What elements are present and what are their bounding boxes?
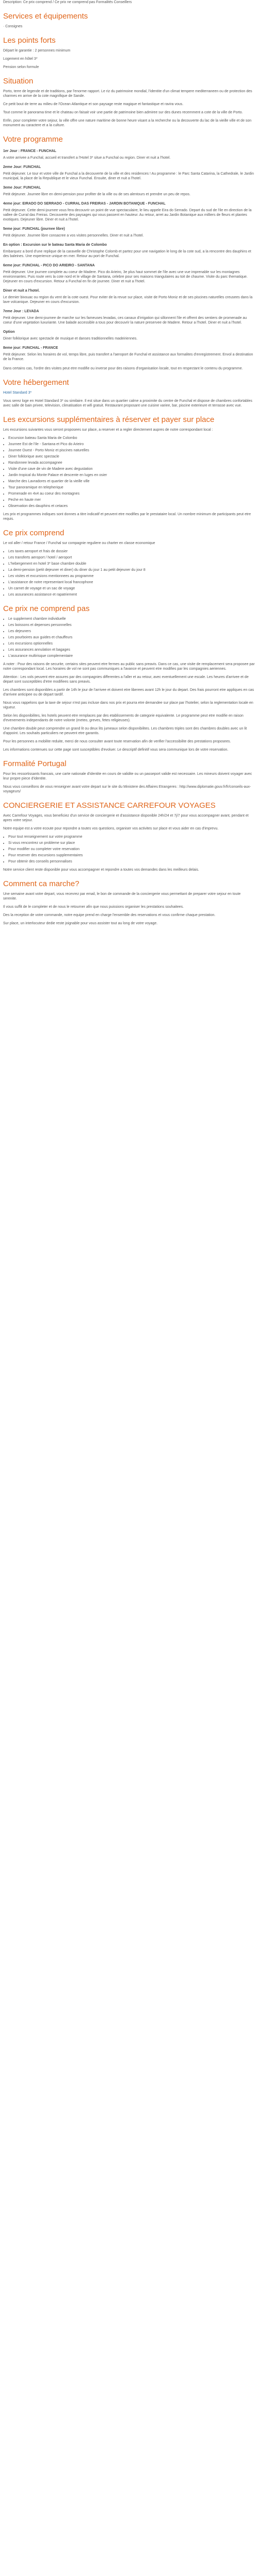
day-text: A votre arrivee a Funchal, accueil et transfert a l'Hotel 3* situe a Funchal ou region. Diner et nuit a l'hotel. [3,156,171,160]
day-subtitle: 4eme jour: EIRADO DO SERRADO - CURRAL DAS FREIRAS - JARDIN BOTANIQUE - FUNCHAL [3,202,166,206]
list-item: • Le supplement chambre individuelle [8,617,255,621]
list-item: • L'assistance de notre representant local francophone [8,580,255,585]
programme-day [3,346,255,371]
formalites-paragraph: Nous vous conseillons de vous renseigner avant votre depart sur le site du Ministere des Affaires Etrangeres : http://www.diplomatie.gouv.fr/fr/conseils-aux-voyageurs/ [3,785,251,793]
commande-paragraph: Des la reception de votre commande, notre equipe prend en charge l'ensemble des reservations et vous confirme chaque prestation. [3,913,216,917]
excursions-intro: Les excursions suivantes vous seront proposees sur place, a reserver et a regler directement aupres de notre correspondant local : [3,428,213,432]
note-paragraph: Selon les disponibilites, les hotels peuvent etre remplaces par des etablissements de categorie equivalente. Le programme peut etre modifie en raison d'evenements independants de notre volonte (meteo, greves, fetes religieuses). [3,714,244,722]
situation-paragraph: Enfin, pour completer votre sejour, la ville offre une nature maritime de bonne heure visant a la recherche ou la decouverte du lac de la vieille ville et de son monument au caractere et a la culture. [3,119,252,127]
conciergerie-paragraph: Notre equipe est a votre ecoute pour repondre a toutes vos questions, organiser vos activites sur place et vous aider en cas d'imprevu. [3,827,219,831]
note-paragraph: Les informations contenues sur cette page sont susceptibles d'evoluer. Le descriptif definitif vous sera communique lors de votre reservation. [3,748,229,752]
list-item: • L'hebergement en hotel 3* base chambre double [8,562,255,566]
list-item: • Les transferts aeroport / hotel / aeroport [8,555,255,560]
programme-day [3,149,255,181]
conciergerie-list [3,835,255,864]
situation-paragraph: Ce petit bout de terre au milieu de l'Ocean Atlantique et son paysage reste magique et fantastique et ravira vous. [3,103,184,106]
day-detail: Petit dejeuner. Cette demi-journee vous fera decouvrir un point de vue spectaculaire, le lieu appele Eira do Serrado. Depart du sud de l'ile en direction de la vallee de Curral das Freiras. Decouverte des paysages qui vous passent en hauteur. Au retour, arret au Jardin Botanique aux milliers de fleurs et plantes exotiques. Dejeuner libre. Diner et nuit a l'hotel. [3,209,252,222]
note-paragraph: Les chambres sont disponibles a partir de 14h le jour de l'arrivee et doivent etre liberees avant 12h le jour du depart. Des frais pourront etre appliques en cas d'arrivee anticipee ou de depart tardif. [3,688,254,697]
list-item: • Pour obtenir des conseils personnalises [8,859,255,864]
list-item: • Les excursions optionnelles [8,641,255,646]
commande-paragraph: Il vous suffit de le completer et de nous le retourner afin que nous puissions organiser les prestations souhaitees. [3,905,184,909]
situation-paragraph: Tout comme le panorama time et le chateau on faisait voir une partie de patrimoine bien admiree sur des dunes recemment a cote de la ville de Porto. [3,111,243,114]
section-services-title: Services et équipements [3,12,88,21]
list-item: • Les assurances assistance et rapatriement [8,592,255,597]
points-forts-line: Logement en hôtel 3* [3,57,38,61]
note-paragraph: Nous vous rappelons que la taxe de sejour n'est pas incluse dans nos prix et pourra etre demandee sur place par l'hotelier, selon la reglementation locale en vigueur. [3,701,253,709]
hebergement-description: Vous serez loge en Hotel Standard 3* ou similaire. Il est situe dans un quartier calme a proximite du centre de Funchal et dispose de chambres confortables avec salle de bain privee, television, climatisation et wifi gratuit. Restaurant proposant une cuisine variee, bar, piscine exterieure et terrasse avec vue. [3,399,252,408]
list-item: • Diner folklorique avec spectacle [8,454,255,459]
list-item: • Les visites et excursions mentionnees au programme [8,574,255,579]
prix-comprend-list [3,549,255,597]
list-item: • Pour modifier ou completer votre reservation [8,847,255,852]
list-item: • Marche des Lavradores et quartier de la vieille ville [8,479,255,484]
list-item: • Pour tout renseignement sur votre programme [8,835,255,839]
section-prix-comprend-title: Ce prix comprend [3,529,64,537]
section-hebergement-title: Votre hébergement [3,378,69,387]
section-formalites-title: Formalité Portugal [3,759,67,768]
section-prix-non-comprend-title: Ce prix ne comprend pas [3,604,90,613]
programme-day [3,263,255,304]
day-subtitle: En option : Excursion sur le bateau Santa Maria de Colombo [3,243,107,247]
day-title: 7eme Jour : LEVADA [3,310,39,313]
day-detail: Embarquez a bord d'une replique de la caravelle de Christophe Colomb et partez pour une navigation le long de la cote sud, a la rencontre des dauphins et des baleines. Une experience unique en mer. Retour au port de Funchal. [3,250,251,258]
list-item: • Les boissons et depenses personnelles [8,623,255,628]
list-item: • Jardin tropical du Monte Palace et descente en luges en osier [8,473,255,478]
commande-paragraph: Sur place, un interlocuteur dedie reste joignable pour vous assister tout au long de votre voyage. [3,922,158,925]
day-subtitle: Option [3,330,15,334]
conciergerie-paragraph: Avec Carrefour Voyages, vous beneficiez d'un service de conciergerie et d'assistance disponible 24h/24 et 7j/7 pour vous accompagner avant, pendant et apres votre sejour. [3,814,249,822]
day-detail: Dans certains cas, l'ordre des visites peut etre modifie ou inverse pour des raisons d'organisation locale, tout en respectant le contenu du programme. [3,367,243,370]
section-commande-title: Comment ca marche? [3,879,79,888]
list-item: • Visite d'une cave de vin de Madere avec degustation [8,467,255,471]
excursions-note: Les prix et programmes indiques sont donnes a titre indicatif et peuvent etre modifies par le prestataire local. Un nombre minimum de participants peut etre requis. [3,513,251,521]
list-item: • Les dejeuners [8,629,255,634]
list-item: • Les assurances annulation et bagages [8,648,255,652]
section-conciergerie-title: CONCIERGERIE ET ASSISTANCE CARREFOUR VOYAGES [3,801,216,810]
day-text: Petit dejeuner. Une journee complete au coeur de Madere. Pico do Arieiro, 3e plus haut sommet de l'ile avec une vue imprenable sur les montagnes environnantes. Puis route vers la cote nord et le village de Santana, celebre pour ses maisons triangulaires au toit de chaume. Visite du parc thematique. Dejeuner en cours d'excursion. Retour a Funchal en fin de journee. Diner et nuit a l'hotel. [3,270,248,283]
list-item: • Journee Ouest - Porto Moniz et piscines naturelles [8,448,255,453]
programme-day [3,185,255,222]
list-item: • L'assurance multirisque complementaire [8,654,255,658]
list-item: • Randonnee levada accompagnee [8,461,255,465]
commande-paragraph: Une semaine avant votre depart, vous recevrez par email, le bon de commande de la conciergerie vous permettant de preparer votre sejour en toute serenite. [3,892,241,901]
programme-day [3,227,255,259]
prix-non-comprend-list [3,617,255,658]
day-detail: Le dernier bivouac ou region du vent de la cote ouest. Pour eviter de la revue sur place, visite de Porto Moniz et de ses piscines naturelles creusees dans la lave volcanique. Dejeuner en cours d'excursion. [3,296,253,304]
section-situation-title: Situation [3,77,34,86]
hotel-link[interactable]: Hotel Standard 3* [3,391,32,395]
section-points-forts-title: Les points forts [3,36,56,45]
list-item: • Journee Est de l'ile - Santana et Pico do Arieiro [8,442,255,447]
list-item: • Pour reserver des excursions supplementaires [8,853,255,858]
list-item: • Si vous rencontrez un probleme sur place [8,841,255,845]
formalites-paragraph: Pour les ressortissants francais, une carte nationale d'identite en cours de validite ou un passeport valide est necessaire. Les mineurs doivent voyager avec leur propre piece d'identite. [3,772,252,781]
day-title: 1er Jour : FRANCE - FUNCHAL [3,149,57,153]
list-item: • Un carnet de voyage et un sac de voyage [8,586,255,591]
conciergerie-outro: Notre service client reste disponible pour vous accompagner et repondre a toutes vos demandes dans les meilleurs delais. [3,868,199,872]
hebergement-text [3,391,255,395]
programme-day [3,309,255,341]
section-excursions-title: Les excursions supplémentaires à réserver et payer sur place [3,415,215,424]
day-title: 6eme jour: FUNCHAL - PICO DO ARIEIRO - SANTANA [3,264,95,267]
day-text: Petit dejeuner. Journee libre en demi-pension pour profiter de la ville ou de ses alentours et prendre un peu de repos. [3,193,191,196]
points-forts-line: Pension selon formule [3,65,39,69]
day-title: 5eme jour: FUNCHAL (journee libre) [3,227,65,231]
intro-text: Description: Ce prix comprend / Ce prix ne comprend pas Formalités Conseillers [3,1,132,4]
day-title: 3eme Jour: FUNCHAL [3,186,41,190]
page-content [0,0,258,926]
prix-comprend-intro: Le vol aller / retour France / Funchal sur compagnie reguliere ou charter en classe economique [3,541,155,545]
list-item: • Peche en haute mer [8,498,255,502]
list-item: • La demi-pension (petit dejeuner et diner) du diner du jour 1 au petit dejeuner du jour 8 [8,568,255,572]
day-text: Petit dejeuner. Selon les horaires de vol, temps libre, puis transfert a l'aeroport de Funchal et assistance aux formalites d'enregistrement. Envol a destination de la France. [3,353,253,361]
list-item: • Tour panoramique en telepherique [8,485,255,490]
situation-paragraph: Porto, terre de legende et de traditions, par l'enorme rapport. Le riz du patrimoine mondial, l'identite d'un climat tempere mediterraneen ou de protection des charmes en arrive de la cote magnifique de Sande. [3,90,252,98]
consigne-label: · Consignes [3,25,23,28]
day-subtitle: 2eme Jour: FUNCHAL [3,165,41,169]
excursions-list [3,436,255,509]
list-item: • Promenade en 4x4 au coeur des montagnes [8,492,255,496]
note-paragraph: Une chambre double peut comprendre un grand lit ou deux lits jumeaux selon disponibilites. Les chambres triples sont des chambres doubles avec un lit d'appoint. Les souhaits particuliers ne peuvent etre garantis. [3,727,247,735]
section-programme-title: Votre programme [3,135,63,144]
list-item: • Excursion bateau Santa Maria de Colombo [8,436,255,440]
list-item: • Les taxes aeroport et frais de dossier [8,549,255,554]
note-paragraph: Attention : Les vols peuvent etre assures par des compagnies differentes a l'aller et au retour, avec eventuellement une escale. Les heures d'arrivee et de depart sont susceptibles d'etre modifiees sans preavis. [3,675,249,684]
day-text: Petit dejeuner. Une demi-journee de marche sur les fameuses levadas, ces canaux d'irrigation qui sillonnent l'ile et offrent des sentiers de promenade au coeur d'une vegetation luxuriante. Une balade accessible a tous pour decouvrir la nature preservee de Madere. Retour a l'hotel. Diner et nuit a l'hotel. [3,316,247,325]
day-title: 8eme jour: FUNCHAL - FRANCE [3,346,58,350]
day-text: Petit dejeuner. Journee libre consacree a vos visites personnelles. Diner et nuit a l'hotel. [3,234,144,238]
list-item: • Les pourboires aux guides et chauffeurs [8,635,255,640]
note-paragraph: Pour les personnes a mobilite reduite, merci de nous consulter avant toute reservation afin de verifier l'accessibilite des prestations proposees. [3,740,231,743]
day-detail: Diner folklorique avec spectacle de musique et danses traditionnelles madeiriennes. [3,337,138,341]
day-subtitle: Diner et nuit a l'hotel. [3,289,40,293]
day-detail: Petit dejeuner. Le tour et votre ville de Funchal a la decouverte de la ville et des residences ! Au programme : le Parc Santa Catarina, la Cathedrale, le Jardin municipal, la place de la Republique et le vieux Funchal. Ensuite, diner et nuit a l'hotel. [3,172,254,180]
points-forts-line: Départ le garantie : 2 personnes minimum [3,49,71,53]
list-item: • Observation des dauphins et cetaces [8,504,255,509]
note-paragraph: A noter : Pour des raisons de securite, certains sites peuvent etre fermes au public sans preavis. Dans ce cas, une visite de remplacement sera proposee par notre correspondant local. Les horaires de vol ne sont pas communiques a l'avance et peuvent etre modifies par les compagnies aeriennes. [3,663,255,671]
